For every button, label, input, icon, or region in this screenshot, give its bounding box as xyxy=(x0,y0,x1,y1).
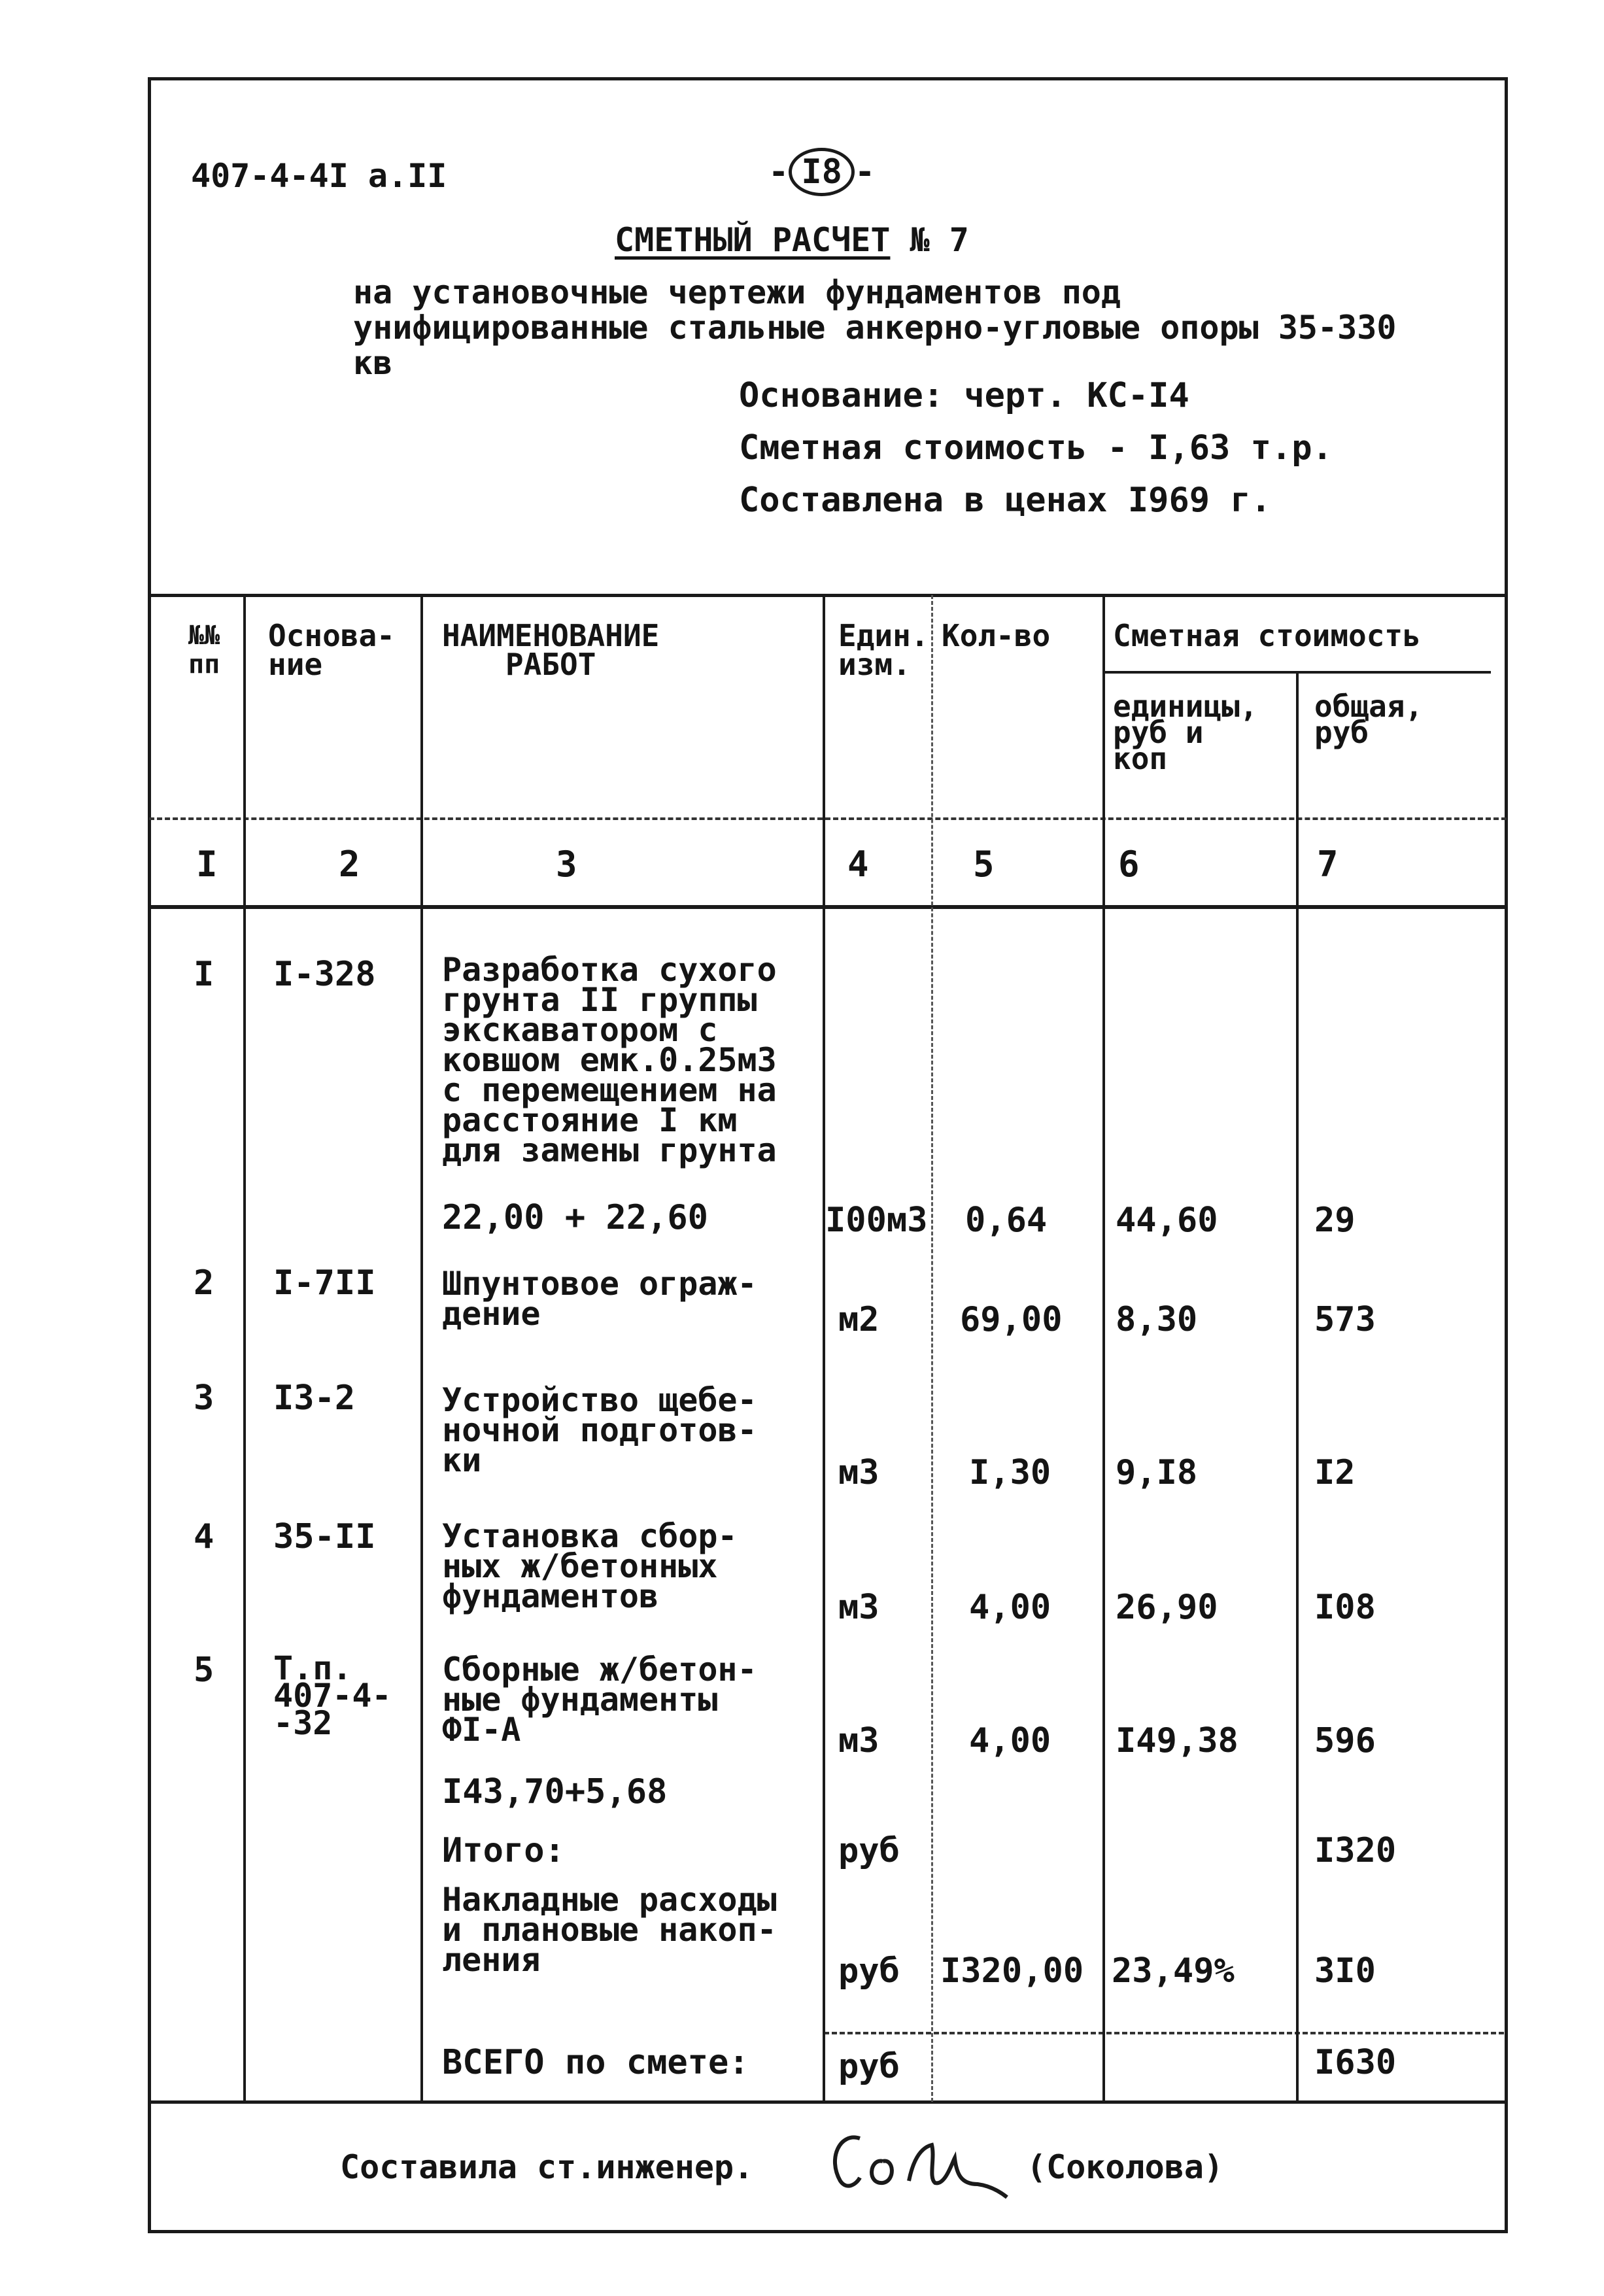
row2-unit-cost: 8,30 xyxy=(1116,1300,1198,1339)
grand-total-total: I630 xyxy=(1314,2043,1397,2082)
row5-unit-cost: I49,38 xyxy=(1116,1721,1238,1760)
page-number-circle: I8 xyxy=(789,148,855,196)
page-number: - I8 - xyxy=(768,148,875,196)
header-dash-rule xyxy=(149,817,1507,820)
overhead-label: Накладные расходы и плановые накоп- ления xyxy=(442,1881,777,1979)
row1-unit: I00м3 xyxy=(825,1201,928,1240)
row2-qty: 69,00 xyxy=(960,1300,1063,1339)
row3-num: 3 xyxy=(194,1379,214,1418)
compiled-by: Составила ст.инженер. xyxy=(340,2148,754,2186)
row2-name: Шпунтовое ограж- дение xyxy=(442,1265,757,1333)
row2-num: 2 xyxy=(194,1263,214,1303)
col-divider-3 xyxy=(823,595,825,2102)
row5-calc: I43,70+5,68 xyxy=(442,1772,668,1811)
overhead-total: 3I0 xyxy=(1314,1951,1376,1991)
grand-total-label: ВСЕГО по смете: xyxy=(442,2043,749,2082)
row1-total: 29 xyxy=(1314,1201,1356,1240)
doc-code: 407-4-4I а.II xyxy=(191,157,447,195)
col-divider-4 xyxy=(931,595,933,2102)
col-divider-1 xyxy=(243,595,246,2102)
header-name: НАИМЕНОВАНИЕ РАБОТ xyxy=(442,618,660,682)
basis-line: Основание: черт. КС-I4 xyxy=(739,376,1189,415)
row3-name: Устройство щебе- ночной подготов- ки xyxy=(442,1381,757,1479)
table-top-border xyxy=(149,594,1507,597)
row5-basis: Т.п. 407-4- -32 xyxy=(273,1649,392,1742)
title-number: № 7 xyxy=(910,221,969,259)
col-divider-6 xyxy=(1296,674,1299,2102)
table-bottom-border xyxy=(149,2100,1507,2104)
row4-num: 4 xyxy=(194,1517,214,1556)
row4-total: I08 xyxy=(1314,1588,1376,1627)
colnum-4: 4 xyxy=(847,844,869,885)
row1-qty: 0,64 xyxy=(965,1201,1048,1240)
row2-total: 573 xyxy=(1314,1300,1376,1339)
row1-calc: 22,00 + 22,60 xyxy=(442,1198,708,1237)
subtotal-unit: руб xyxy=(838,1831,900,1870)
row5-name: Сборные ж/бетон- ные фундаменты ФI-А xyxy=(442,1651,757,1749)
row3-basis: I3-2 xyxy=(273,1379,356,1418)
row3-unit: м3 xyxy=(838,1453,879,1492)
colnum-2: 2 xyxy=(339,844,360,885)
overhead-unit: руб xyxy=(838,1951,900,1991)
row2-unit: м2 xyxy=(838,1300,879,1339)
row3-qty: I,30 xyxy=(969,1453,1051,1492)
row1-name: Разработка сухого грунта II группы экскаватором с ковшом емк.0.25м3 с перемещением на расстояние I км для замены грунта xyxy=(442,951,777,1169)
row4-basis: 35-II xyxy=(273,1517,376,1556)
title-main: СМЕТНЫЙ РАСЧЕТ xyxy=(615,221,891,259)
row5-qty: 4,00 xyxy=(969,1721,1051,1760)
prices-line: Составлена в ценах I969 г. xyxy=(739,481,1271,520)
subtotal-label: Итого: xyxy=(442,1831,565,1870)
row5-unit: м3 xyxy=(838,1721,879,1760)
row5-num: 5 xyxy=(194,1651,214,1690)
header-unit: Един. изм. xyxy=(838,618,929,682)
colnum-5: 5 xyxy=(973,844,995,885)
page-title xyxy=(615,221,969,259)
row3-unit-cost: 9,I8 xyxy=(1116,1453,1198,1492)
grand-total-unit: руб xyxy=(838,2047,900,2086)
colnum-7: 7 xyxy=(1317,844,1339,885)
row1-basis: I-328 xyxy=(273,955,376,994)
header-cost-group: Сметная стоимость xyxy=(1113,618,1421,653)
row4-unit: м3 xyxy=(838,1588,879,1627)
colnum-3: 3 xyxy=(556,844,577,885)
col-divider-5 xyxy=(1102,595,1105,2102)
row5-total: 596 xyxy=(1314,1721,1376,1760)
cost-line: Сметная стоимость - I,63 т.р. xyxy=(739,428,1333,468)
row3-total: I2 xyxy=(1314,1453,1356,1492)
colnum-1: I xyxy=(196,844,218,885)
colnum-6: 6 xyxy=(1118,844,1140,885)
colnum-bottom-rule xyxy=(149,905,1507,909)
overhead-qty: I320,00 xyxy=(940,1951,1084,1991)
row2-basis: I-7II xyxy=(273,1263,376,1303)
row4-qty: 4,00 xyxy=(969,1588,1051,1627)
row1-num: I xyxy=(194,955,214,994)
row1-unit-cost: 44,60 xyxy=(1116,1201,1218,1240)
engineer-name: (Соколова) xyxy=(1027,2148,1224,2186)
header-cost-total: общая, руб xyxy=(1314,689,1424,750)
header-cost-unit: единицы, руб и коп xyxy=(1113,689,1258,776)
header-num: №№ пп xyxy=(188,621,220,679)
row4-name: Установка сбор- ных ж/бетонных фундаментов xyxy=(442,1517,738,1615)
col-divider-2 xyxy=(420,595,423,2102)
total-dash-rule xyxy=(824,2032,1504,2034)
overhead-rate: 23,49% xyxy=(1112,1951,1235,1991)
subtotal-total: I320 xyxy=(1314,1831,1397,1870)
signature xyxy=(821,2112,1010,2204)
header-qty: Кол-во xyxy=(942,618,1051,653)
header-basis: Основа- ние xyxy=(268,618,395,682)
subtitle: на установочные чертежи фундаментов под унифицированные стальные анкерно-угловые опоры 35-330 кв xyxy=(353,273,1397,382)
row4-unit-cost: 26,90 xyxy=(1116,1588,1218,1627)
